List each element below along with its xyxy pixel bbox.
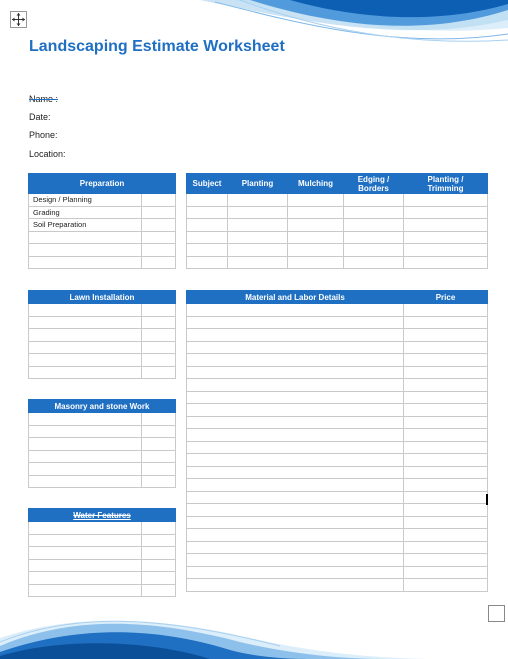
table-cell[interactable] [187,529,404,542]
table-cell[interactable] [187,366,404,379]
lawn-installation-table [28,290,176,379]
table-cell[interactable] [404,566,488,579]
material-labor-table [186,290,488,592]
edging-borders-label: Edging / Borders [357,174,390,193]
table-cell[interactable] [404,441,488,454]
table-cell[interactable] [404,516,488,529]
table-cell[interactable] [142,450,176,463]
table-row [29,354,176,367]
table-cell[interactable] [228,219,288,232]
table-row [187,231,488,244]
table-row [29,316,176,329]
table-row [187,391,488,404]
table-cell[interactable] [344,256,404,269]
table-cell[interactable] [344,244,404,257]
table-row [187,479,488,492]
table-cell[interactable] [288,256,344,269]
table-cell[interactable] [142,304,176,317]
table-row [29,522,176,535]
table-cell[interactable] [187,566,404,579]
table-cell[interactable] [187,541,404,554]
table-cell[interactable]: Soil Preparation [29,219,142,232]
table-cell[interactable] [344,231,404,244]
table-cell[interactable] [187,354,404,367]
table-cell[interactable] [29,450,142,463]
table-row [187,554,488,567]
table-cell[interactable] [142,219,176,232]
table-cell[interactable] [142,244,176,257]
table-cell[interactable] [29,547,142,560]
table-row [29,244,176,257]
table-cell[interactable] [187,316,404,329]
table-row [187,416,488,429]
subject-table [186,173,488,269]
table-cell[interactable] [187,391,404,404]
table-row [29,475,176,488]
table-row [29,231,176,244]
table-cell[interactable] [404,304,488,317]
table-cell[interactable] [142,475,176,488]
table-cell[interactable] [142,366,176,379]
table-row [29,366,176,379]
table-cell[interactable] [187,231,228,244]
table-row [187,256,488,269]
table-cell[interactable] [404,366,488,379]
masonry-table [28,399,176,488]
table-cell[interactable] [29,256,142,269]
table-cell[interactable] [404,391,488,404]
table-cell[interactable] [404,329,488,342]
table-cell[interactable] [344,194,404,207]
table-cell[interactable] [142,341,176,354]
table-row [187,579,488,592]
table-row [187,341,488,354]
table-cell[interactable]: Design / Planning [29,194,142,207]
footer-wave-decoration [0,598,508,659]
table-row [187,454,488,467]
table-cell[interactable] [228,244,288,257]
table-row [187,366,488,379]
table-cell[interactable] [187,441,404,454]
water-features-table [28,508,176,597]
table-cell[interactable] [228,194,288,207]
preparation-table [28,173,176,269]
move-arrows-icon [11,12,26,27]
name-label[interactable]: Name : [29,94,59,104]
table-cell[interactable] [288,219,344,232]
table-cell[interactable] [228,231,288,244]
table-cell[interactable] [187,516,404,529]
resize-handle[interactable] [488,605,505,622]
planting-trimming-label: Planting / Trimming [427,174,464,193]
table-cell[interactable] [404,554,488,567]
table-cell[interactable] [29,341,142,354]
table-cell[interactable] [29,354,142,367]
table-cell[interactable] [29,413,142,426]
table-row [187,404,488,417]
table-row [29,425,176,438]
table-cell[interactable] [29,425,142,438]
table-cell[interactable] [404,256,488,269]
table-row [29,438,176,451]
table-cell[interactable] [142,316,176,329]
table-cell[interactable] [187,491,404,504]
table-cell[interactable] [142,438,176,451]
table-cell[interactable] [187,206,228,219]
table-row [187,354,488,367]
table-cell[interactable] [29,534,142,547]
location-label[interactable]: Location: [29,149,66,159]
table-cell[interactable] [187,244,228,257]
table-cell[interactable] [404,454,488,467]
table-cell[interactable] [404,504,488,517]
table-cell[interactable] [288,206,344,219]
table-row [29,329,176,342]
table-cell[interactable] [29,572,142,585]
price-header: Price [404,291,488,304]
table-row [187,206,488,219]
table-cell[interactable] [142,413,176,426]
table-cell[interactable] [404,416,488,429]
table-cell[interactable] [29,584,142,597]
table-cell[interactable] [404,379,488,392]
table-cell[interactable] [404,341,488,354]
table-row [29,194,176,207]
water-features-label: Water Features [73,510,131,520]
table-cell[interactable] [29,559,142,572]
table-row [29,534,176,547]
table-row [187,491,488,504]
table-cell[interactable] [187,504,404,517]
table-cell[interactable] [187,341,404,354]
table-row [29,413,176,426]
table-cell[interactable] [187,466,404,479]
table-cell[interactable] [404,479,488,492]
table-cell[interactable] [187,404,404,417]
table-cell[interactable] [142,559,176,572]
table-cell[interactable] [142,194,176,207]
table-cell[interactable] [29,438,142,451]
table-row [29,572,176,585]
table-row [29,206,176,219]
table-row [187,466,488,479]
table-cell[interactable] [404,231,488,244]
table-cell[interactable] [404,244,488,257]
table-cell[interactable] [344,206,404,219]
table-cell[interactable] [288,244,344,257]
table-row [29,304,176,317]
table-cell[interactable] [142,354,176,367]
table-row [187,194,488,207]
table-cell[interactable] [29,522,142,535]
planting-trimming-header [404,174,488,194]
table-row [29,450,176,463]
text-cursor [486,494,488,505]
table-cell[interactable] [404,579,488,592]
table-cell[interactable] [29,366,142,379]
table-cell[interactable] [142,522,176,535]
table-cell[interactable] [29,329,142,342]
table-cell[interactable] [187,554,404,567]
table-move-handle[interactable] [10,11,27,28]
table-cell[interactable] [142,584,176,597]
table-cell[interactable] [404,541,488,554]
table-row [187,516,488,529]
table-row [187,441,488,454]
table-cell[interactable] [404,491,488,504]
table-cell[interactable] [142,534,176,547]
table-cell[interactable] [344,219,404,232]
table-row [187,244,488,257]
table-row [29,219,176,232]
table-cell[interactable] [142,329,176,342]
table-cell[interactable] [404,194,488,207]
table-cell[interactable] [187,194,228,207]
subject-header: Subject [187,174,228,194]
table-cell[interactable] [142,572,176,585]
table-cell[interactable] [142,231,176,244]
table-cell[interactable] [404,404,488,417]
table-row [187,529,488,542]
table-row [187,566,488,579]
table-row [29,256,176,269]
table-cell[interactable] [29,463,142,476]
table-cell[interactable] [142,256,176,269]
mulching-header: Mulching [288,174,344,194]
table-cell[interactable] [187,329,404,342]
table-cell[interactable] [187,579,404,592]
table-cell[interactable] [142,547,176,560]
table-cell[interactable] [187,454,404,467]
table-row [187,379,488,392]
table-cell[interactable] [187,479,404,492]
table-row [29,559,176,572]
table-row [187,219,488,232]
table-row [187,316,488,329]
table-cell[interactable] [142,206,176,219]
table-cell[interactable] [29,475,142,488]
table-cell[interactable] [29,304,142,317]
planting-header: Planting [228,174,288,194]
table-cell[interactable] [29,244,142,257]
table-cell[interactable] [187,219,228,232]
table-cell[interactable] [187,256,228,269]
table-row [29,463,176,476]
table-cell[interactable] [288,194,344,207]
table-row [187,541,488,554]
water-features-header [29,509,176,522]
table-cell[interactable]: Grading [29,206,142,219]
material-labor-rows [187,304,488,592]
edging-borders-header [344,174,404,194]
material-labor-header: Material and Labor Details [187,291,404,304]
table-cell[interactable] [187,416,404,429]
table-row [29,584,176,597]
table-cell[interactable] [404,466,488,479]
masonry-header: Masonry and stone Work [29,400,176,413]
page-title: Landscaping Estimate Worksheet [29,38,285,55]
table-cell[interactable] [187,304,404,317]
table-cell[interactable] [29,316,142,329]
table-cell[interactable] [404,206,488,219]
lawn-installation-header: Lawn Installation [29,291,176,304]
table-row [187,304,488,317]
date-label[interactable]: Date: [29,112,51,122]
table-row [29,547,176,560]
table-cell[interactable] [404,316,488,329]
table-cell[interactable] [29,231,142,244]
phone-label[interactable]: Phone: [29,130,58,140]
table-cell[interactable] [142,463,176,476]
table-cell[interactable] [187,429,404,442]
table-cell[interactable] [187,379,404,392]
table-row [187,504,488,517]
table-row [187,429,488,442]
table-cell[interactable] [228,206,288,219]
table-cell[interactable] [404,529,488,542]
table-cell[interactable] [404,429,488,442]
table-row [29,341,176,354]
table-cell[interactable] [228,256,288,269]
table-cell[interactable] [404,354,488,367]
table-cell[interactable] [288,231,344,244]
table-row [187,329,488,342]
table-cell[interactable] [404,219,488,232]
table-cell[interactable] [142,425,176,438]
preparation-header: Preparation [29,174,176,194]
